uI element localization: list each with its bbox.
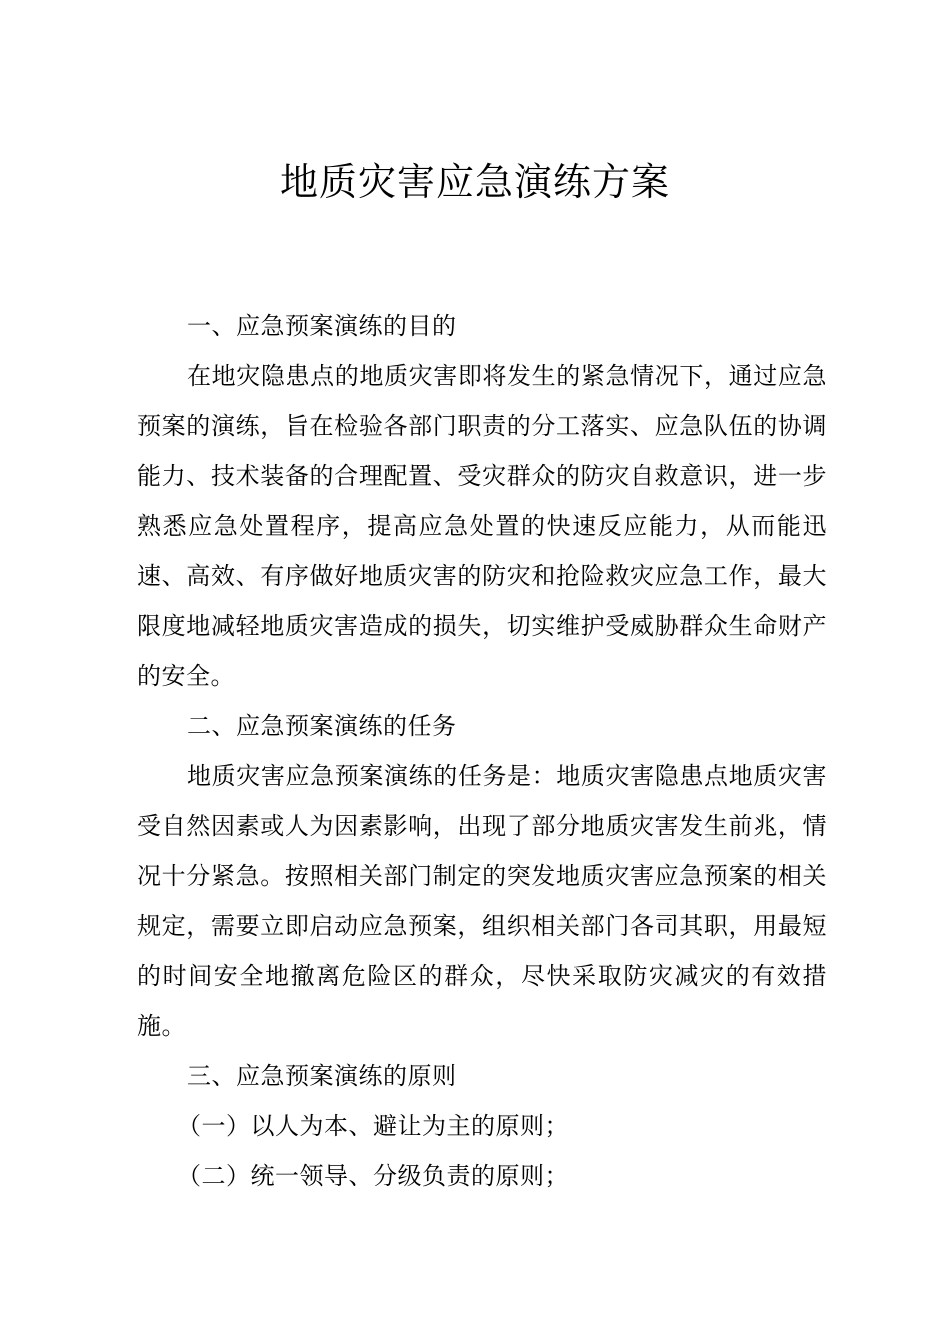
section-1-heading: 一、应急预案演练的目的	[187, 312, 457, 340]
principle-item-2: （二）统一领导、分级负责的原则；	[177, 1162, 569, 1190]
section-2-heading: 二、应急预案演练的任务	[187, 712, 457, 740]
section-2-paragraph: 地质灾害应急预案演练的任务是：地质灾害隐患点地质灾害受自然因素或人为因素影响，出现了部分地质灾害发生前兆，情况十分紧急。按照相关部门制定的突发地质灾害应急预案的相关规定，需要立即启动应急预案，组织相关部门各司其职，用最短的时间安全地撤离危险区的群众，尽快采取防灾减灾的有效措施。	[137, 762, 827, 1040]
section-1-paragraph: 在地灾隐患点的地质灾害即将发生的紧急情况下，通过应急预案的演练，旨在检验各部门职责的分工落实、应急队伍的协调能力、技术装备的合理配置、受灾群众的防灾自救意识，进一步熟悉应急处置程序，提高应急处置的快速反应能力，从而能迅速、高效、有序做好地质灾害的防灾和抢险救灾应急工作，最大限度地减轻地质灾害造成的损失，切实维护受威胁群众生命财产的安全。	[137, 362, 827, 690]
document-body	[137, 301, 827, 1201]
section-3-heading: 三、应急预案演练的原则	[187, 1062, 457, 1090]
principle-item-1: （一）以人为本、避让为主的原则；	[177, 1112, 569, 1140]
document-title: 地质灾害应急演练方案	[279, 160, 670, 204]
